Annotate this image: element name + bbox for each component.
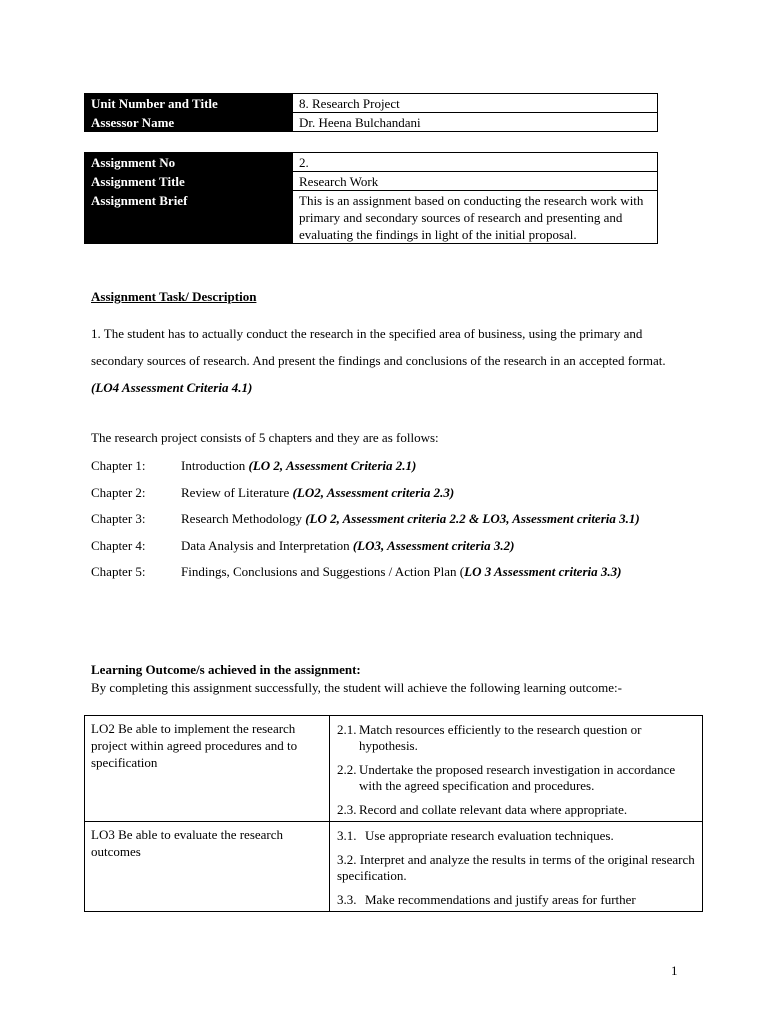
outcome-row [85,716,703,822]
chapter-item [91,480,681,507]
chapter-label: Chapter 2: [91,484,146,500]
criteria-text: Use appropriate research evaluation techniques. [365,828,614,843]
chapter-title: Review of Literature [181,484,293,500]
chapter-criteria: LO 3 Assessment criteria 3.3) [464,564,622,579]
chapter-criteria: (LO3, Assessment criteria 3.2) [352,537,515,553]
assignment-brief-label: Assignment Brief [85,191,293,244]
learning-outcome-description: By completing this assignment successfully, the student will achieve the following learning outcome:- [91,680,622,695]
learning-outcome-table [84,715,703,912]
chapter-title: Findings, Conclusions and Suggestions / Action Plan ( [181,564,465,579]
chapter-label: Chapter 3: [91,511,146,526]
outcome-cell: LO3 Be able to evaluate the research outcomes [85,822,330,912]
criteria-text: Interpret and analyze the results in terms of the original research specification. [337,852,695,883]
unit-value: 8. Research Project [293,94,658,113]
chapter-item [91,453,681,480]
chapter-item [91,506,681,533]
criteria-cell [330,716,703,822]
unit-info-table [84,93,658,132]
chapter-label: Chapter 1: [91,458,146,473]
criteria-number: 3.2. [337,852,357,867]
criteria-number: 2.2. [337,762,357,777]
chapters-intro: The research project consists of 5 chapters and they are as follows: [91,430,439,445]
chapter-body [181,559,681,586]
criteria-item [337,828,696,844]
outcome-row [85,822,703,912]
criteria-item [337,802,696,818]
task-paragraph-text: 1. The student has to actually conduct the research in the specified area of business, using the primary and secondary sources of research. And present the findings and conclusions of the research in an accepted format. [91,326,666,368]
chapter-criteria: (LO 2, Assessment criteria 2.2 & LO3, Assessment criteria 3.1) [305,511,640,526]
assessor-label: Assessor Name [85,113,293,132]
outcome-cell: LO2 Be able to implement the research project within agreed procedures and to specification [85,716,330,822]
chapter-criteria: (LO 2, Assessment Criteria 2.1) [248,458,417,473]
unit-label: Unit Number and Title [85,94,293,113]
assignment-no-label: Assignment No [85,153,293,172]
criteria-item [337,892,696,908]
criteria-text: Make recommendations and justify areas for further [365,892,636,907]
task-heading: Assignment Task/ Description [91,289,257,304]
criteria-number: 3.1. [337,828,357,843]
learning-outcome-heading: Learning Outcome/s achieved in the assignment: [91,662,361,677]
assignment-title-label: Assignment Title [85,172,293,191]
assignment-no-row [85,153,658,172]
chapter-body [181,480,681,507]
assignment-brief-row [85,191,658,244]
chapter-body [181,533,681,560]
assignment-info-table [84,152,658,244]
criteria-text: Match resources efficiently to the research question or hypothesis. [359,722,642,753]
assignment-title-row [85,172,658,191]
criteria-text: Record and collate relevant data where appropriate. [359,802,628,817]
criteria-item [337,852,696,884]
assessor-value: Dr. Heena Bulchandani [293,113,658,132]
criteria-text: Undertake the proposed research investigation in accordance with the agreed specification and procedures. [359,762,676,793]
chapter-title: Data Analysis and Interpretation [181,537,353,553]
chapter-list [91,453,681,586]
criteria-number: 2.3. [337,802,357,817]
unit-row [85,94,658,113]
criteria-number: 2.1. [337,722,357,737]
chapter-title: Research Methodology [181,511,306,526]
criteria-item [337,762,696,794]
chapter-criteria: (LO2, Assessment criteria 2.3) [292,484,455,500]
chapter-item [91,533,681,560]
criteria-number: 3.3. [337,892,357,907]
assignment-brief-value: This is an assignment based on conducting the research work with primary and secondary sources of research and presenting and evaluating the findings in light of the initial proposal. [293,191,658,244]
page-number: 1 [671,963,678,978]
task-paragraph [91,320,671,401]
chapter-label: Chapter 4: [91,537,146,553]
assignment-title-value: Research Work [293,172,658,191]
assignment-no-value: 2. [293,153,658,172]
chapter-title: Introduction [181,458,249,473]
task-paragraph-criteria: (LO4 Assessment Criteria 4.1) [91,380,253,395]
criteria-cell [330,822,703,912]
chapter-body [181,506,681,533]
chapter-label: Chapter 5: [91,564,146,579]
assessor-row [85,113,658,132]
criteria-item [337,722,696,754]
chapter-item [91,559,681,586]
chapter-body [181,453,681,480]
